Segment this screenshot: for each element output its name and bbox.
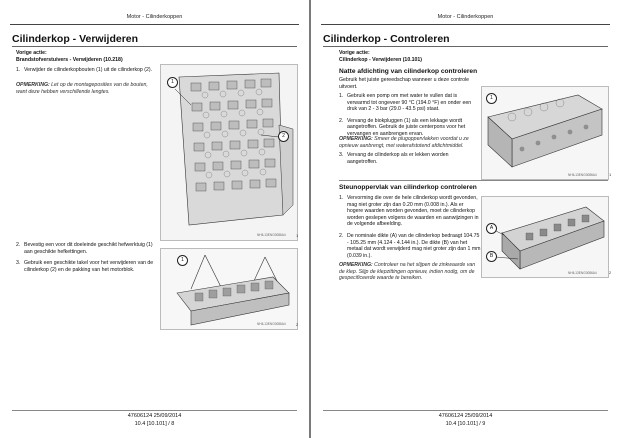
page-header: Motor - Cilinderkoppen: [126, 14, 183, 20]
step-list-1: [16, 67, 154, 79]
list-item: 1. Gebruik een pomp om met water te vullen dat is verwarmd tot ongeveer 90 °C (194.0 °F) en onder een druk van 2 - 3 bar (29.0 - 43.5 psi) staat.: [339, 93, 472, 113]
section-heading: Natte afdichting van cilinderkop controleren: [339, 68, 478, 75]
figure-code: NHIL13ENG0086A4: [257, 322, 286, 326]
step-list-1b: [339, 152, 477, 170]
callout-marker: A: [486, 223, 497, 234]
list-item: 2. Vervang de biokpluggen (1) als een lekkage wordt aangetroffen. Gebruik de juiste centerpons voor het vervangen en aanbrengen ervan.: [339, 117, 466, 137]
callout-marker: 1: [177, 255, 188, 266]
figure-head-thickness: [481, 196, 612, 278]
step-list-2: [339, 195, 481, 264]
figure-code: NHIL13ENG0086A4: [257, 233, 286, 237]
figure-number: 2: [609, 270, 612, 275]
note: OPMERKING: Smeer de plugoppervlakken voordat u ze opnieuw aanbrengt, met waterafstotend afdichtmiddel.: [339, 136, 469, 149]
figure-code: NHIL13ENG0086A4: [568, 173, 597, 177]
cylinder-head-illustration: [482, 87, 608, 179]
figure-number: 1: [609, 172, 612, 177]
footer-doc: 47606124 25/09/2014: [438, 413, 493, 419]
section-intro: Gebruik het juiste gereedschap wanneer u deze controle uitvoert.: [339, 77, 470, 90]
page-title: Cilinderkop - Controleren: [323, 33, 450, 45]
figure-lifting-head: [160, 248, 298, 330]
section-rule: [339, 180, 608, 181]
previous-action: [339, 50, 519, 63]
footer-page: 10.4 [10.101] / 8: [134, 421, 175, 427]
figure-number: 2: [296, 322, 299, 327]
list-item: 3. Vervang de cilinderkop als er lekken worden aangetroffen.: [339, 152, 449, 165]
figure-water-jacket: [481, 86, 612, 180]
note: OPMERKING: Controleer na het slijpen de zinkwaarde van de klep. Slijp de klepzittingen opnieuw, indien nodig, om de gespecificeerde waarde te bereiken.: [339, 262, 476, 282]
figure-cylinder-head-bolts: [160, 64, 298, 241]
prev-action-label: Vorige actie:: [16, 50, 47, 56]
page-title: Cilinderkop - Verwijderen: [12, 33, 139, 45]
callout-marker: 2: [278, 131, 289, 142]
footer-rule: [323, 410, 608, 411]
list-item: 2. De nominale dikte (A) van de cilinderkop bedraagt 104.75 - 105.25 mm (4.124 - 4.144 in.). De dikte (B) van het metaal dat wordt verwijderd mag niet groter zijn dan 1 mm (0.039 in.).: [339, 232, 481, 259]
engine-head-illustration: [161, 65, 297, 240]
previous-action: [16, 50, 186, 63]
page-header: Motor - Cilinderkoppen: [437, 14, 494, 20]
list-item: 1. Vervorming die over de hele cilinderkop wordt gevonden, mag niet groter zijn dan 0.20 mm (0.008 in.). Als er hogere waarden worden gevonden, moet de cilinderkop worden geslepen volgens de waarden en aanwijzingen in de volgende afbeelding.: [339, 195, 479, 228]
list-item: 3. Gebruik een geschikte takel voor het verwijderen van de cilinderkop (2) en de pakking van het motorblok.: [16, 260, 154, 273]
callout-marker: 1: [486, 93, 497, 104]
head-thickness-illustration: [482, 197, 608, 277]
list-item: 1. Verwijder de cilinderkopbouten (1) uit de cilinderkop (2).: [16, 67, 153, 73]
footer-page: 10.4 [10.101] / 9: [445, 421, 486, 427]
note: OPMERKING: Let op de montageposities van de bouten, want deze hebben verschillende lengtes.: [16, 82, 148, 95]
callout-marker: 1: [167, 77, 178, 88]
prev-action-label: Vorige actie:: [339, 50, 370, 56]
header-rule: [321, 24, 610, 25]
header-rule: [10, 24, 299, 25]
section-heading: Steunoppervlak van cilinderkop controleren: [339, 184, 477, 191]
prev-action-link[interactable]: Cilinderkop - Verwijderen (10.101): [339, 56, 423, 63]
footer-rule: [12, 410, 297, 411]
footer-doc: 47606124 25/09/2014: [127, 413, 182, 419]
figure-code: NHIL13ENG0086A4: [568, 271, 597, 275]
right-page: [311, 0, 620, 438]
left-page: [0, 0, 309, 438]
title-rule: [323, 46, 608, 47]
title-rule: [12, 46, 297, 47]
figure-number: 1: [296, 233, 299, 238]
callout-marker: B: [486, 251, 497, 262]
prev-action-link[interactable]: Brandstofverstuivers - Verwijderen (10.218): [16, 56, 123, 63]
step-list-2: [16, 242, 154, 278]
list-item: 2. Bevestig een voor dit doeleinde geschikt hefwerktuig (1) aan geschikte hefkettingen.: [16, 242, 153, 255]
